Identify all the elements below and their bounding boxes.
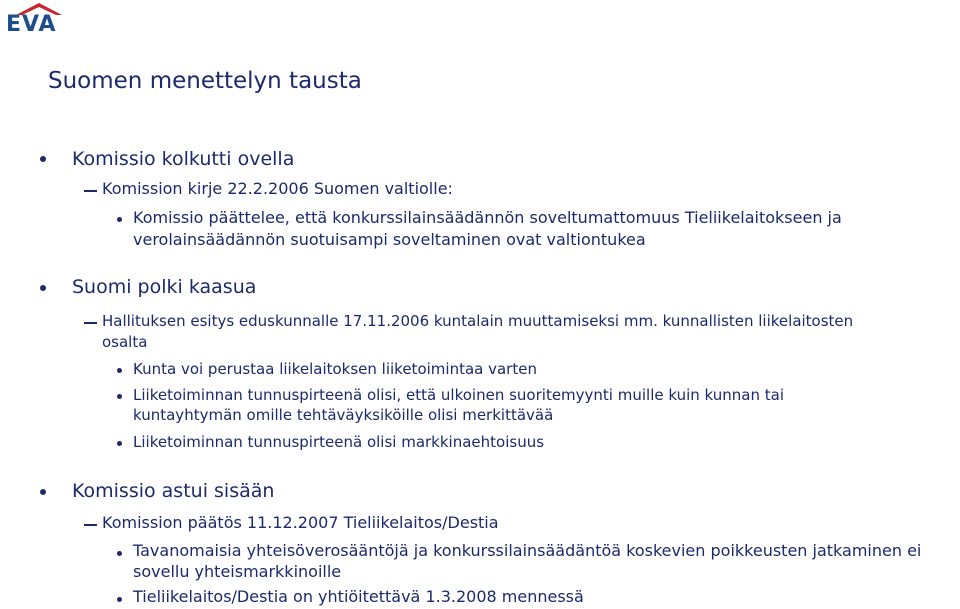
section-heading: Komissio astui sisään <box>72 480 275 502</box>
bullet-icon <box>117 597 122 602</box>
dash-icon <box>84 322 97 324</box>
sub-item-continued: osalta <box>102 333 148 351</box>
list-item: Tieliikelaitos/Destia on yhtiöitettävä 1.3.2008 mennessä <box>133 587 584 606</box>
bullet-icon <box>117 551 122 556</box>
list-item: Liiketoiminnan tunnuspirteenä olisi, että ulkoinen suoritemyynti muille kuin kunnan tai <box>133 386 784 404</box>
list-item: Kunta voi perustaa liikelaitoksen liiketoimintaa varten <box>133 360 537 378</box>
bullet-icon <box>40 285 46 291</box>
list-item: Komissio päättelee, että konkurssilainsäädännön soveltumattomuus Tieliikelaitokseen ja <box>133 208 842 227</box>
bullet-icon <box>117 368 122 373</box>
bullet-icon <box>117 394 122 399</box>
list-item-continued: kuntayhtymän omille tehtäväyksiköille olisi merkittävää <box>133 406 554 424</box>
sub-item: Hallituksen esitys eduskunnalle 17.11.2006 kuntalain muuttamiseksi mm. kunnallisten liikelaitosten <box>102 312 854 330</box>
bullet-icon <box>117 217 122 222</box>
list-item: Tavanomaisia yhteisöverosääntöjä ja konkurssilainsäädäntöä koskevien poikkeusten jatkaminen ei <box>133 541 922 560</box>
logo-text: EVA <box>6 12 57 37</box>
section-heading: Suomi polki kaasua <box>72 276 257 298</box>
sub-item: Komission päätös 11.12.2007 Tieliikelaitos/Destia <box>102 513 499 532</box>
bullet-icon <box>40 156 46 162</box>
sub-item: Komission kirje 22.2.2006 Suomen valtiolle: <box>102 179 453 198</box>
page-title: Suomen menettelyn tausta <box>48 68 362 94</box>
dash-icon <box>84 524 97 526</box>
list-item-continued: verolainsäädännön suotuisampi soveltaminen ovat valtiontukea <box>133 230 646 249</box>
bullet-icon <box>117 441 122 446</box>
list-item-continued: sovellu yhteismarkkinoille <box>133 562 342 581</box>
section-heading: Komissio kolkutti ovella <box>72 148 295 170</box>
list-item: Liiketoiminnan tunnuspirteenä olisi markkinaehtoisuus <box>133 433 545 451</box>
eva-logo <box>4 2 74 38</box>
dash-icon <box>84 190 97 192</box>
bullet-icon <box>40 489 46 495</box>
